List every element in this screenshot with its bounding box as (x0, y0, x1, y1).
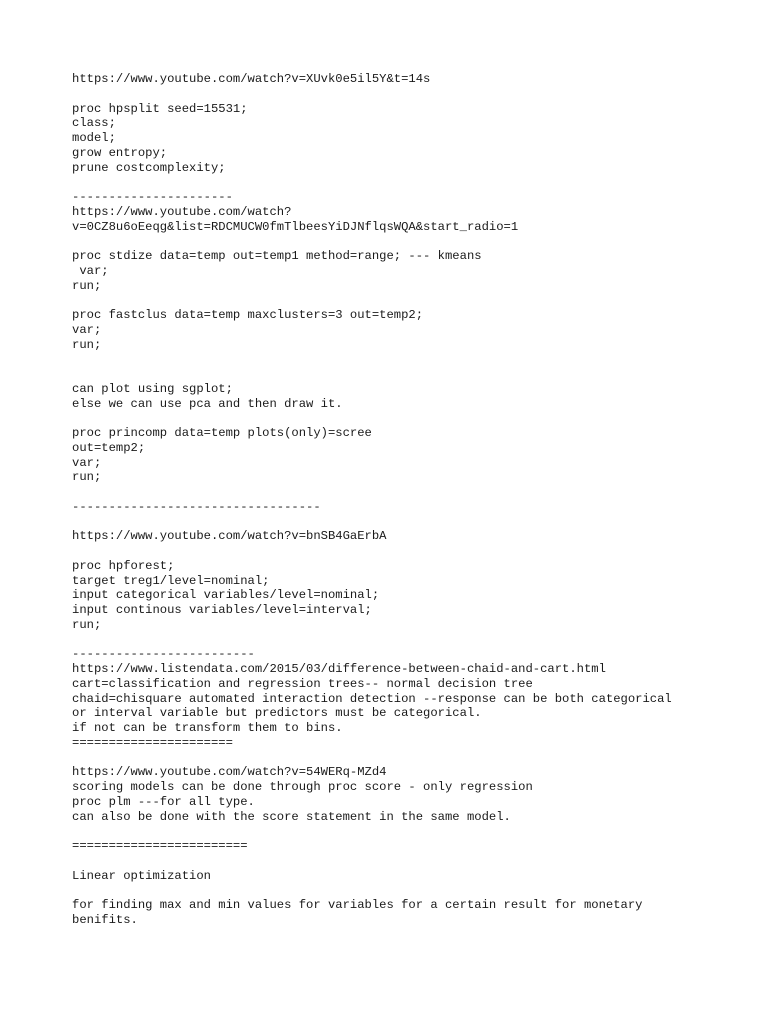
text-line (72, 824, 752, 839)
text-line (72, 854, 752, 869)
text-line: chaid=chisquare automated interaction detection --response can be both categorical (72, 691, 672, 706)
text-line: var; (72, 322, 102, 337)
text-line: https://www.listendata.com/2015/03/difference-between-chaid-and-cart.html (72, 662, 606, 676)
text-line: if not can be transform them to bins. (72, 721, 343, 735)
text-line: proc princomp data=temp plots(only)=scree (72, 426, 372, 440)
text-line: prune costcomplexity; (72, 160, 226, 175)
text-line: ======================== (72, 839, 248, 853)
text-line (72, 544, 752, 559)
text-line: input continous variables/level=interval; (72, 603, 372, 617)
text-line (72, 411, 752, 426)
document-text (72, 72, 752, 928)
text-line: ---------------------- (72, 190, 233, 204)
text-line: target treg1/level=nominal; (72, 573, 270, 588)
text-line: scoring models can be done through proc score - only regression (72, 780, 533, 794)
text-line: ------------------------- (72, 647, 255, 662)
text-line (72, 751, 752, 766)
text-line: cart=classification and regression trees-- normal decision tree (72, 676, 533, 691)
text-line: proc hpforest; (72, 558, 175, 573)
text-line: proc hpsplit seed=15531; (72, 101, 248, 116)
text-line: can plot using sgplot; (72, 381, 233, 396)
text-line: out=temp2; (72, 440, 146, 455)
text-line (72, 367, 752, 382)
text-line: or interval variable but predictors must be categorical. (72, 706, 482, 721)
text-line: else we can use pca and then draw it. (72, 396, 343, 411)
text-line: class; (72, 116, 116, 131)
text-line: run; (72, 278, 102, 293)
text-line: model; (72, 131, 116, 145)
text-line: var; (72, 263, 109, 278)
text-line: ---------------------------------- (72, 499, 321, 514)
text-line (72, 352, 752, 367)
text-line: https://www.youtube.com/watch?v=54WERq-MZd4 (72, 765, 387, 780)
text-line (72, 633, 752, 648)
text-line: benifits. (72, 912, 138, 927)
text-line (72, 293, 752, 308)
text-line (72, 485, 752, 500)
text-line: https://www.youtube.com/watch? (72, 204, 292, 219)
text-line: for finding max and min values for variables for a certain result for monetary (72, 898, 643, 912)
text-line: var; (72, 455, 102, 470)
text-line: grow entropy; (72, 145, 168, 160)
text-line (72, 175, 752, 190)
text-line: https://www.youtube.com/watch?v=XUvk0e5il5Y&t=14s (72, 72, 431, 86)
text-line: run; (72, 470, 102, 485)
text-line: proc stdize data=temp out=temp1 method=range; --- kmeans (72, 249, 482, 263)
text-line (72, 234, 752, 249)
text-line: v=0CZ8u6oEeqg&list=RDCMUCW0fmTlbeesYiDJNflqsWQA&start_radio=1 (72, 219, 519, 234)
text-line: https://www.youtube.com/watch?v=bnSB4GaErbA (72, 529, 387, 544)
text-line: ====================== (72, 735, 233, 750)
text-line: input categorical variables/level=nominal; (72, 588, 380, 603)
text-line: proc fastclus data=temp maxclusters=3 out=temp2; (72, 308, 424, 322)
text-line: Linear optimization (72, 868, 211, 883)
text-line (72, 515, 752, 530)
text-line (72, 883, 752, 898)
text-line: proc plm ---for all type. (72, 794, 255, 809)
text-line (72, 87, 752, 102)
text-line: can also be done with the score statement in the same model. (72, 809, 511, 824)
text-line: run; (72, 617, 102, 632)
text-line: run; (72, 337, 102, 352)
